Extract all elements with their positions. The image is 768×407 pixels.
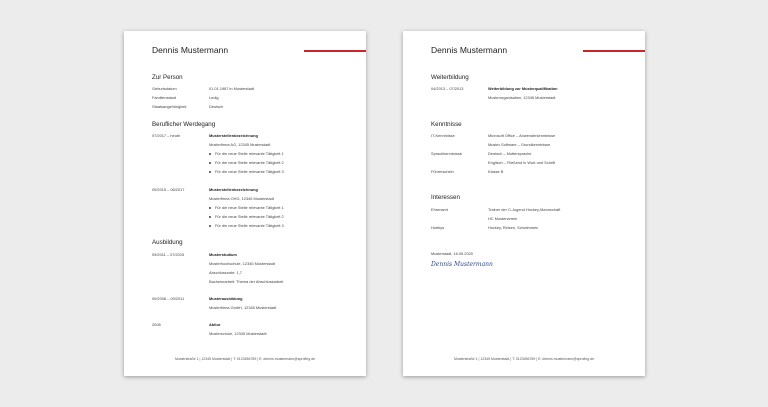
section-title-interests: Interessen [431,194,460,201]
interest-label: Ehrenamt [431,207,448,212]
section-title-education: Ausbildung [152,239,183,246]
accent-line [583,50,645,52]
education-line: Bachelorarbeit: Thema der Abschlussarbeit [209,279,284,284]
career-bullet: Für die neue Stelle relevante Tätigkeit 2 [209,214,284,219]
interest-value: Hockey, Reisen, Schwimmen [488,225,539,230]
career-bullet: Für die neue Stelle relevante Tätigkeit 3 [209,223,284,228]
career-position: Musterstellenbezeichnung [209,133,258,138]
education-line: Abschlussnote: 1,7 [209,270,242,275]
skill-value: Englisch – Fließend in Wort und Schrift [488,160,556,165]
skill-label: Sprachkenntnisse [431,151,462,156]
career-company: Musterfirma OHG, 12345 Musterstadt [209,196,274,201]
person-label: Staatsangehörigkeit [152,104,187,109]
skill-value: Muster-Software – Grundkenntnisse [488,142,551,147]
career-bullet: Für die neue Stelle relevante Tätigkeit 3 [209,169,284,174]
education-period: 09/2008 – 09/2011 [152,296,185,301]
interest-value: HC Musterverein [488,216,518,221]
person-value: Ledig [209,95,219,100]
career-position: Musterstellenbezeichnung [209,187,258,192]
cv-page-2 [403,31,645,376]
education-line: Musterschule, 12345 Musterstadt [209,331,267,336]
section-title-career: Beruflicher Werdegang [152,121,216,128]
skill-value: Klasse B [488,169,504,174]
education-line: Musterfirma GmbH, 12345 Musterstadt [209,305,277,310]
signature: Dennis Mustermann [431,261,493,268]
training-org: Musterorganisation, 12345 Musterstadt [488,95,556,100]
skill-value: Microsoft Office – Anwenderkenntnisse [488,133,556,138]
education-period: 09/2011 – 07/2015 [152,252,185,257]
place-date: Musterstadt, 16.05.2020 [431,251,473,256]
section-title-skills: Kenntnisse [431,121,462,128]
applicant-name: Dennis Mustermann [152,45,229,55]
interest-label: Hobbys [431,225,445,230]
education-title: Abitur [209,322,221,327]
page-footer: Musterstraße 1 | 12345 Musterstadt | T: 0123456789 | E: dennis.mustermann@sprofing.de [174,357,316,361]
section-title-training: Weiterbildung [431,74,469,81]
skill-value: Deutsch – Muttersprache [488,151,532,156]
applicant-name: Dennis Mustermann [431,45,508,55]
skill-label: IT-Kenntnisse [431,133,455,138]
education-line: Musterhochschule, 12345 Musterstadt [209,261,275,266]
accent-line [304,50,366,52]
career-period: 09/2015 – 06/2017 [152,187,185,192]
education-title: Musterausbildung [209,296,243,301]
career-period: 07/2017 – heute [152,133,181,138]
cv-page-1 [124,31,366,376]
person-value: Deutsch [209,104,224,109]
person-label: Familienstand [152,95,177,100]
training-course: Weiterbildung zur Musterqualifikation [488,86,558,91]
person-value: 01.01.1987 in Musterstadt [209,86,254,91]
education-title: Musterstudium [209,252,237,257]
person-label: Geburtsdatum [152,86,177,91]
career-bullet: Für die neue Stelle relevante Tätigkeit 2 [209,160,284,165]
career-bullet: Für die neue Stelle relevante Tätigkeit 1 [209,151,284,156]
section-title-person: Zur Person [152,74,183,81]
skill-label: Führerschein [431,169,454,174]
training-period: 04/2013 – 07/2013 [431,86,464,91]
career-company: Musterfirma AG, 12345 Musterstadt [209,142,271,147]
education-period: 2008 [152,322,161,327]
page-footer: Musterstraße 1 | 12345 Musterstadt | T: 0123456789 | E: dennis.mustermann@sprofing.de [453,357,595,361]
interest-value: Trainer der C-Jugend Hockey-Mannschaft [488,207,561,212]
career-bullet: Für die neue Stelle relevante Tätigkeit 1 [209,205,284,210]
